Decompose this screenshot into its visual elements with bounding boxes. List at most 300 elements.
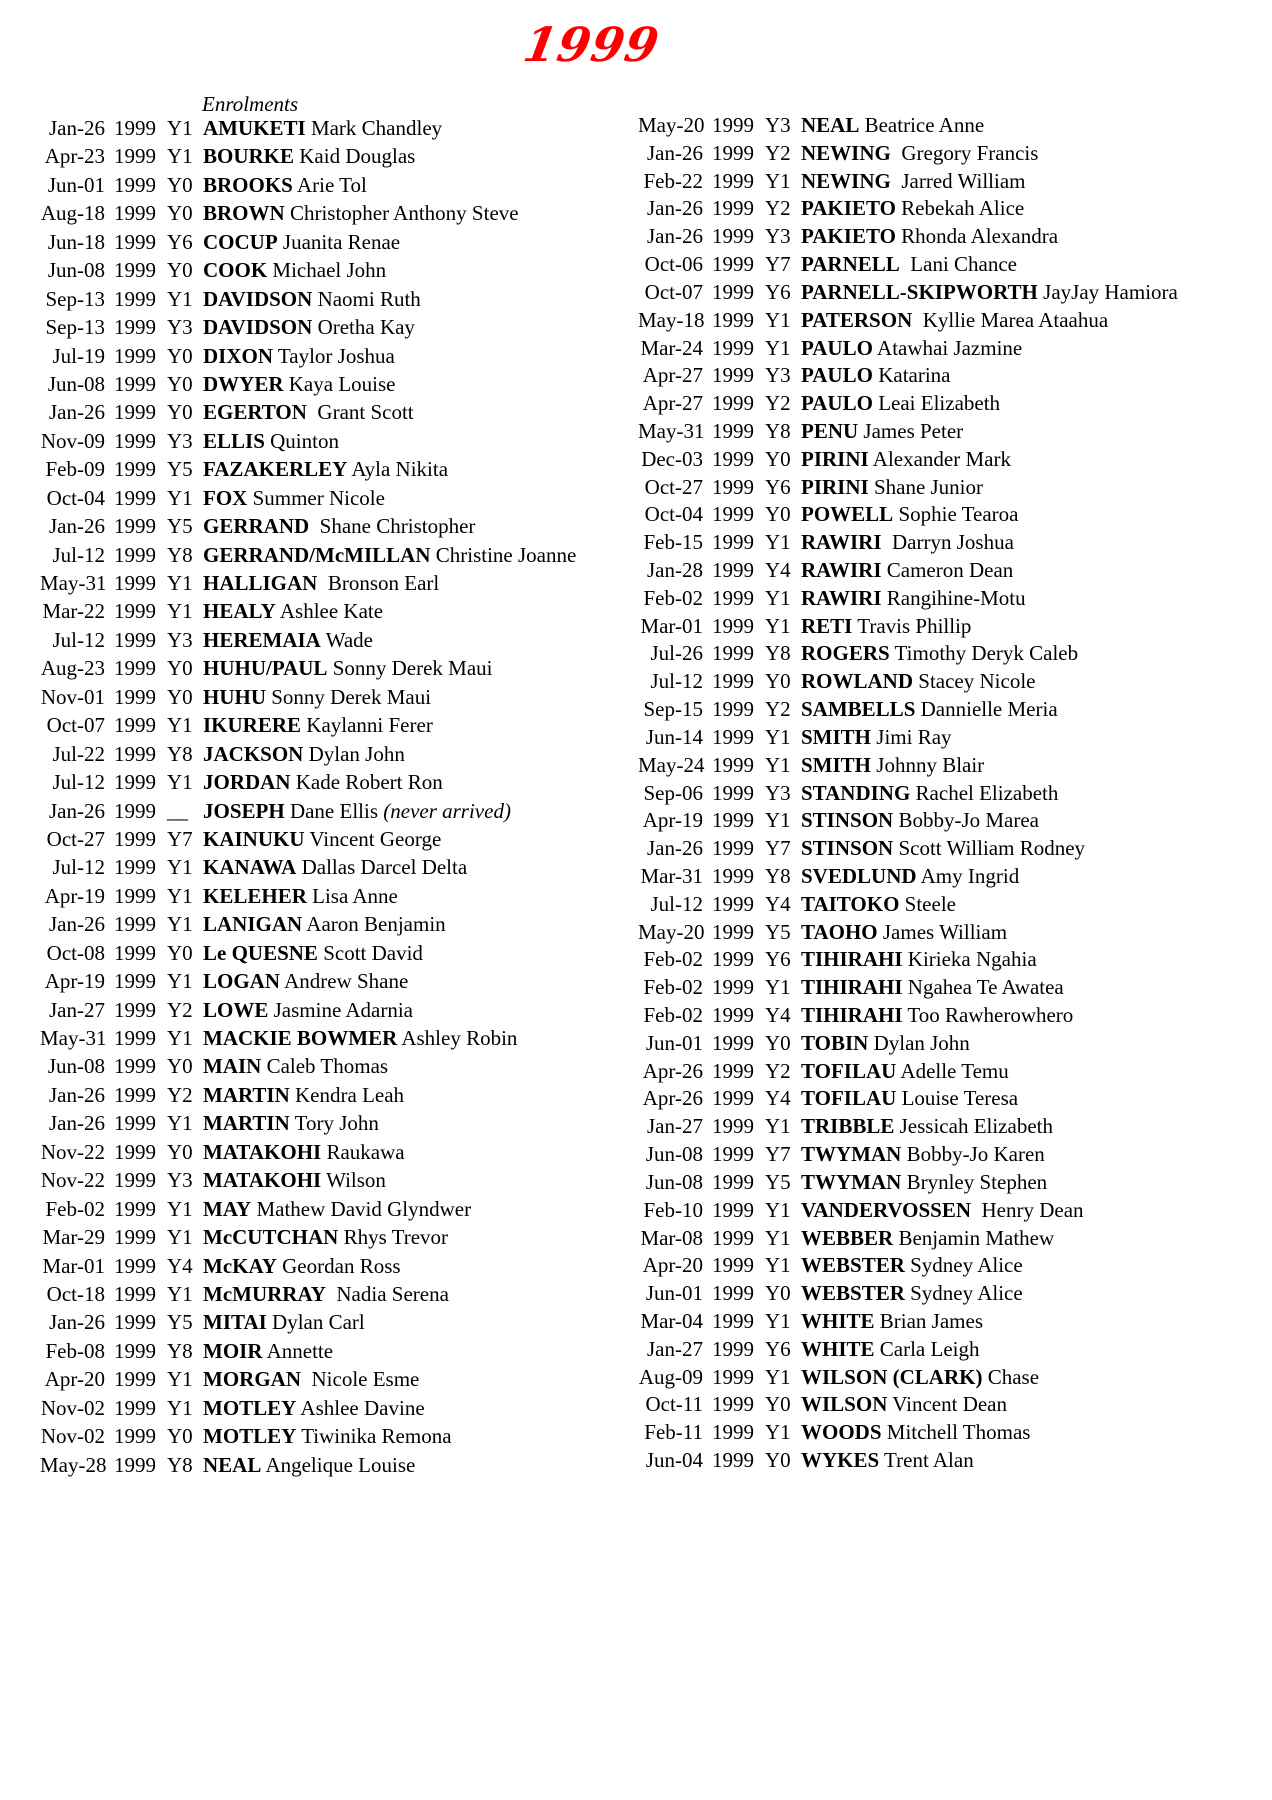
- student-given-names: Rhonda Alexandra: [895, 224, 1059, 249]
- enrolment-date: Oct-07: [644, 279, 703, 304]
- enrolment-year: 1999: [712, 919, 754, 944]
- student-name: [801, 501, 1018, 529]
- student-given-names: Bobby-Jo Karen: [901, 1142, 1045, 1167]
- student-given-names: Oretha Kay: [312, 315, 415, 340]
- year-level: Y8: [765, 863, 791, 888]
- enrolment-year: 1999: [114, 741, 156, 766]
- year-level: Y1: [167, 1281, 193, 1306]
- student-given-names: Ashley Robin: [397, 1026, 518, 1050]
- student-name: [801, 919, 1007, 947]
- enrolment-date: Feb-02: [45, 1196, 105, 1221]
- student-name: [203, 313, 415, 341]
- enrolment-date: May-31: [40, 1026, 107, 1050]
- student-name: [203, 1195, 471, 1223]
- enrolment-row: [40, 797, 640, 825]
- student-name: [203, 114, 442, 142]
- student-surname: VANDERVOSSEN: [801, 1197, 971, 1222]
- student-given-names: Timothy Deryk Caleb: [889, 641, 1079, 666]
- student-name: [203, 1337, 333, 1365]
- student-given-names: Sonny Derek Maui: [266, 684, 432, 709]
- student-name: [203, 825, 441, 853]
- enrolment-row: [638, 1085, 1268, 1113]
- enrolment-date: Jan-26: [49, 116, 105, 140]
- enrolment-year: 1999: [114, 1139, 156, 1164]
- enrolment-date: May-28: [40, 1452, 107, 1477]
- student-name: [801, 835, 1085, 863]
- enrolment-row: [40, 1451, 640, 1479]
- enrolment-year: 1999: [712, 558, 754, 582]
- enrolment-row: [40, 711, 640, 739]
- student-name: [203, 370, 395, 398]
- student-surname: LOWE: [203, 997, 269, 1022]
- year-level: Y6: [765, 1336, 791, 1361]
- enrolment-year: 1999: [114, 229, 156, 254]
- enrolment-row: [40, 427, 640, 455]
- enrolment-year: 1999: [712, 780, 754, 805]
- enrolment-row: [40, 1365, 640, 1393]
- enrolment-row: [40, 1195, 640, 1223]
- enrolment-year: 1999: [712, 752, 754, 777]
- enrolment-date: Jul-12: [650, 669, 703, 694]
- student-surname: MOTLEY: [203, 1395, 297, 1420]
- student-name: [801, 307, 1108, 335]
- student-surname: NEAL: [203, 1452, 262, 1477]
- enrolment-date: Jul-12: [52, 542, 105, 567]
- student-surname: NEAL: [801, 113, 860, 137]
- student-name: [203, 171, 367, 199]
- student-surname: MARTIN: [203, 1082, 290, 1107]
- enrolment-year: 1999: [712, 363, 754, 388]
- enrolment-row: [638, 807, 1268, 835]
- year-level: Y0: [167, 940, 193, 965]
- enrolment-year: 1999: [114, 542, 156, 567]
- year-level: Y2: [765, 1058, 791, 1083]
- student-given-names: Kirieka Ngahia: [902, 947, 1037, 972]
- enrolment-row: [40, 398, 640, 426]
- student-surname: PIRINI: [801, 446, 869, 471]
- year-level: Y3: [167, 1168, 193, 1193]
- enrolment-date: Jul-12: [52, 770, 105, 795]
- student-name: [801, 724, 952, 752]
- student-surname: KAINUKU: [203, 826, 305, 851]
- student-name: [801, 362, 951, 390]
- student-given-names: Geordan Ross: [276, 1253, 401, 1278]
- year-level: Y1: [765, 724, 791, 749]
- enrolment-date: Jan-26: [49, 912, 105, 937]
- year-level: Y0: [167, 371, 193, 396]
- year-level: Y2: [167, 997, 193, 1022]
- student-name: [801, 891, 956, 919]
- student-surname: McMURRAY: [203, 1281, 326, 1306]
- enrolment-date: Sep-13: [45, 286, 105, 311]
- student-name: [801, 1197, 1084, 1225]
- enrolment-row: [638, 1169, 1268, 1197]
- enrolment-date: Jan-26: [647, 224, 703, 249]
- enrolment-date: Jun-14: [645, 724, 703, 749]
- student-given-names: Dane Ellis: [284, 798, 378, 823]
- enrolment-row: [638, 390, 1268, 418]
- year-level: Y7: [765, 836, 791, 861]
- student-surname: STINSON: [801, 836, 894, 861]
- student-name: [801, 1169, 1047, 1197]
- enrolment-year: 1999: [114, 343, 156, 368]
- student-name: [801, 1002, 1073, 1030]
- student-name: [203, 1394, 425, 1422]
- student-given-names: Lani Chance: [899, 252, 1017, 277]
- enrolment-date: Jun-01: [645, 1030, 703, 1055]
- student-surname: NEWING: [801, 168, 891, 193]
- enrolment-date: Feb-09: [45, 457, 105, 482]
- enrolment-year: 1999: [114, 798, 156, 823]
- student-given-names: Jimi Ray: [871, 724, 952, 749]
- year-level: Y0: [167, 258, 193, 283]
- enrolment-date: Feb-22: [643, 168, 703, 193]
- enrolment-row: [638, 1002, 1268, 1030]
- student-name: [801, 1336, 980, 1364]
- student-surname: MOTLEY: [203, 1424, 297, 1449]
- enrolment-date: Nov-22: [40, 1168, 105, 1193]
- student-name: [203, 711, 433, 739]
- enrolment-row: [40, 910, 640, 938]
- student-given-names: Wilson: [321, 1168, 386, 1193]
- enrolment-year: 1999: [114, 485, 156, 510]
- student-name: [801, 1391, 1007, 1419]
- enrolment-year: 1999: [114, 571, 156, 595]
- student-name: [801, 279, 1178, 307]
- year-level: Y1: [765, 1420, 791, 1445]
- year-level: Y7: [765, 252, 791, 277]
- year-level: Y0: [167, 201, 193, 226]
- year-level: Y1: [167, 571, 193, 595]
- enrolment-year: 1999: [712, 641, 754, 666]
- enrolment-row: [638, 1364, 1268, 1392]
- year-level: Y5: [765, 919, 791, 944]
- student-surname: McCUTCHAN: [203, 1225, 339, 1250]
- enrolment-year: 1999: [114, 940, 156, 965]
- student-surname: COCUP: [203, 229, 278, 254]
- enrolment-date: Apr-27: [642, 363, 703, 388]
- enrolment-date: Nov-01: [40, 684, 105, 709]
- student-given-names: Carla Leigh: [874, 1336, 980, 1361]
- enrolment-year: 1999: [712, 669, 754, 694]
- student-name: [203, 455, 448, 483]
- enrolment-row: [638, 1030, 1268, 1058]
- enrolment-row: [40, 1252, 640, 1280]
- student-name: [801, 223, 1058, 251]
- student-surname: PAULO: [801, 391, 873, 416]
- year-level: Y1: [765, 168, 791, 193]
- student-given-names: Lisa Anne: [306, 883, 398, 908]
- enrolment-year: 1999: [712, 808, 754, 833]
- student-given-names: Mark Chandley: [305, 116, 443, 140]
- enrolment-date: Sep-15: [643, 697, 703, 722]
- student-surname: TOFILAU: [801, 1058, 897, 1083]
- enrolment-year: 1999: [114, 1054, 156, 1079]
- student-surname: FOX: [203, 485, 248, 510]
- enrolment-date: May-31: [40, 571, 107, 595]
- student-surname: WYKES: [801, 1448, 880, 1472]
- enrolment-year: 1999: [114, 1367, 156, 1392]
- student-given-names: Jasmine Adarnia: [268, 997, 413, 1022]
- student-surname: WILSON: [801, 1392, 888, 1417]
- year-level: Y1: [167, 969, 193, 994]
- enrolment-date: Jul-22: [52, 741, 105, 766]
- enrolment-date: May-18: [638, 307, 705, 332]
- enrolment-row: [40, 882, 640, 910]
- enrolment-row: [638, 1308, 1268, 1336]
- student-name: [801, 1058, 1009, 1086]
- enrolment-date: Jun-01: [645, 1281, 703, 1306]
- student-name: [801, 807, 1039, 835]
- student-surname: FAZAKERLEY: [203, 457, 348, 482]
- student-given-names: Rangihine-Motu: [881, 585, 1026, 610]
- enrolment-year: 1999: [114, 1196, 156, 1221]
- student-surname: RAWIRI: [801, 558, 882, 582]
- enrolment-year: 1999: [712, 1142, 754, 1167]
- year-level: Y3: [765, 113, 791, 137]
- student-surname: MAY: [203, 1196, 252, 1221]
- enrolment-date: Nov-09: [40, 428, 105, 453]
- enrolment-row: [40, 768, 640, 796]
- enrolment-row: [638, 195, 1268, 223]
- enrolment-year: 1999: [114, 457, 156, 482]
- student-name: [801, 1419, 1030, 1447]
- student-given-names: Sydney Alice: [904, 1253, 1023, 1278]
- enrolment-row: [638, 1419, 1268, 1447]
- student-name: [203, 1138, 405, 1166]
- student-surname: JOSEPH: [203, 798, 285, 823]
- student-surname: JORDAN: [203, 770, 291, 795]
- student-surname: MAIN: [203, 1054, 262, 1079]
- year-level: Y3: [765, 363, 791, 388]
- enrolment-date: Jan-26: [49, 1111, 105, 1136]
- student-name: [203, 683, 431, 711]
- student-name: [203, 797, 511, 825]
- student-given-names: Chase: [982, 1364, 1040, 1389]
- enrolment-row: [40, 1052, 640, 1080]
- student-given-names: Dannielle Meria: [915, 697, 1058, 722]
- year-level: Y0: [167, 172, 193, 197]
- year-level: Y3: [765, 224, 791, 249]
- student-surname: TAITOKO: [801, 891, 900, 916]
- student-surname: PIRINI: [801, 474, 869, 499]
- year-level: Y7: [167, 826, 193, 851]
- student-name: [203, 541, 576, 569]
- enrolment-row: [40, 967, 640, 995]
- enrolment-row: [638, 362, 1268, 390]
- enrolment-year: 1999: [114, 1225, 156, 1250]
- student-name: [203, 626, 373, 654]
- enrolment-date: May-20: [638, 919, 705, 944]
- student-name: [801, 251, 1017, 279]
- enrolment-year: 1999: [712, 1281, 754, 1306]
- student-given-names: Jarred William: [890, 168, 1026, 193]
- student-name: [203, 996, 413, 1024]
- student-given-names: Steele: [899, 891, 956, 916]
- enrolment-year: 1999: [114, 627, 156, 652]
- student-surname: COOK: [203, 258, 268, 283]
- enrolment-row: [40, 996, 640, 1024]
- student-surname: ELLIS: [203, 428, 265, 453]
- enrolment-year: 1999: [712, 1392, 754, 1417]
- student-given-names: Sophie Tearoa: [893, 502, 1019, 527]
- enrolment-row: [638, 1113, 1268, 1141]
- year-level: Y5: [167, 457, 193, 482]
- year-level: Y1: [167, 1026, 193, 1050]
- enrolment-year: 1999: [114, 713, 156, 738]
- student-given-names: Atawhai Jazmine: [872, 335, 1023, 360]
- enrolment-date: Jun-08: [645, 1142, 703, 1167]
- enrolment-date: Oct-04: [46, 485, 105, 510]
- student-given-names: Benjamin Mathew: [893, 1225, 1055, 1250]
- student-given-names: Quinton: [264, 428, 339, 453]
- enrolment-year: 1999: [114, 315, 156, 340]
- enrolment-year: 1999: [712, 502, 754, 527]
- enrolment-row: [40, 199, 640, 227]
- enrolment-date: Oct-06: [644, 252, 703, 277]
- enrolment-row: [638, 919, 1268, 947]
- year-level: Y2: [765, 196, 791, 221]
- student-given-names: Leai Elizabeth: [872, 391, 1001, 416]
- student-given-names: Bronson Earl: [317, 571, 440, 595]
- student-name: [203, 398, 414, 426]
- enrolment-year: 1999: [712, 140, 754, 165]
- enrolment-date: Feb-02: [643, 947, 703, 972]
- year-level: Y0: [765, 1392, 791, 1417]
- student-surname: PAULO: [801, 363, 873, 388]
- enrolment-row: [40, 370, 640, 398]
- enrolment-row: [638, 1058, 1268, 1086]
- year-level: Y1: [167, 883, 193, 908]
- student-given-names: Sydney Alice: [904, 1281, 1023, 1306]
- student-given-names: Juanita Renae: [277, 229, 401, 254]
- enrolment-year: 1999: [712, 446, 754, 471]
- student-given-names: Dylan John: [868, 1030, 970, 1055]
- enrolment-year: 1999: [712, 1030, 754, 1055]
- year-level: Y5: [167, 514, 193, 539]
- enrolment-date: Nov-02: [40, 1424, 105, 1449]
- enrolment-year: 1999: [114, 912, 156, 937]
- student-name: [801, 529, 1014, 557]
- enrolment-date: Jan-26: [49, 798, 105, 823]
- enrolment-date: Apr-20: [44, 1367, 105, 1392]
- student-name: [203, 228, 400, 256]
- enrolment-row: [638, 168, 1268, 196]
- enrolment-year: 1999: [114, 286, 156, 311]
- student-name: [203, 1081, 404, 1109]
- enrolment-year: 1999: [712, 391, 754, 416]
- enrolment-date: Jan-26: [49, 400, 105, 425]
- student-name: [203, 1223, 448, 1251]
- student-name: [801, 613, 971, 641]
- year-level: Y0: [765, 1030, 791, 1055]
- student-given-names: Gregory Francis: [890, 140, 1039, 165]
- student-surname: MOIR: [203, 1338, 263, 1363]
- enrolment-row: [638, 446, 1268, 474]
- enrolment-year: 1999: [114, 684, 156, 709]
- year-level: Y1: [167, 1367, 193, 1392]
- enrolment-year: 1999: [114, 144, 156, 169]
- enrolment-row: [638, 974, 1268, 1002]
- student-given-names: Scott David: [317, 940, 423, 965]
- enrolment-row: [40, 825, 640, 853]
- student-given-names: Scott William Rodney: [893, 836, 1086, 861]
- student-given-names: Naomi Ruth: [312, 286, 421, 311]
- year-level: Y4: [765, 1003, 791, 1027]
- enrolment-date: Jun-08: [47, 258, 105, 283]
- enrolment-row: [638, 891, 1268, 919]
- enrolment-row: [638, 112, 1268, 140]
- student-surname: RETI: [801, 613, 853, 638]
- year-level: Y3: [167, 627, 193, 652]
- year-level: Y6: [765, 279, 791, 304]
- enrolment-row: [638, 223, 1268, 251]
- enrolment-year: 1999: [712, 1253, 754, 1278]
- enrolment-year: 1999: [712, 891, 754, 916]
- student-name: [801, 1141, 1045, 1169]
- student-surname: EGERTON: [203, 400, 307, 425]
- enrolment-date: Feb-02: [643, 585, 703, 610]
- enrolment-year: 1999: [114, 883, 156, 908]
- enrolments-column-right: [638, 112, 1268, 1475]
- year-level: Y1: [765, 808, 791, 833]
- enrolment-year: 1999: [114, 400, 156, 425]
- enrolment-year: 1999: [114, 1253, 156, 1278]
- student-surname: TRIBBLE: [801, 1114, 895, 1139]
- enrolment-year: 1999: [114, 599, 156, 624]
- year-level: Y0: [765, 1448, 791, 1472]
- student-name: [801, 668, 1035, 696]
- enrolment-date: May-24: [638, 752, 705, 777]
- student-given-names: Christopher Anthony Steve: [284, 201, 519, 226]
- year-level: Y1: [167, 1196, 193, 1221]
- enrolment-year: 1999: [712, 1197, 754, 1222]
- student-name: [801, 1085, 1018, 1113]
- enrolment-row: [638, 501, 1268, 529]
- enrolment-year: 1999: [114, 969, 156, 994]
- enrolment-year: 1999: [712, 724, 754, 749]
- enrolment-year: 1999: [712, 1420, 754, 1445]
- student-surname: PAULO: [801, 335, 873, 360]
- enrolment-date: Sep-13: [45, 315, 105, 340]
- year-level: Y8: [765, 641, 791, 666]
- enrolment-row: [40, 228, 640, 256]
- student-surname: PARNELL-SKIPWORTH: [801, 279, 1038, 304]
- year-level: Y6: [167, 229, 193, 254]
- year-level: Y0: [167, 1139, 193, 1164]
- enrolment-row: [40, 939, 640, 967]
- student-given-names: Kyllie Marea Ataahua: [912, 307, 1109, 332]
- student-name: [203, 1024, 517, 1052]
- student-given-names: Angelique Louise: [261, 1452, 416, 1477]
- enrolment-row: [40, 626, 640, 654]
- year-level: Y5: [765, 1169, 791, 1194]
- student-name: [801, 418, 963, 446]
- student-surname: WEBBER: [801, 1225, 894, 1250]
- student-given-names: Kaya Louise: [283, 371, 396, 396]
- student-given-names: Henry Dean: [971, 1197, 1084, 1222]
- enrolment-row: [40, 654, 640, 682]
- student-name: [801, 1030, 970, 1058]
- student-given-names: Louise Teresa: [896, 1086, 1019, 1111]
- student-surname: MORGAN: [203, 1367, 301, 1392]
- enrolment-year: 1999: [114, 371, 156, 396]
- student-given-names: Ashlee Davine: [296, 1395, 425, 1420]
- enrolment-date: Jan-26: [49, 1310, 105, 1335]
- student-surname: STANDING: [801, 780, 911, 805]
- student-given-names: Too Rawherowhero: [902, 1003, 1074, 1027]
- year-level: Y3: [167, 428, 193, 453]
